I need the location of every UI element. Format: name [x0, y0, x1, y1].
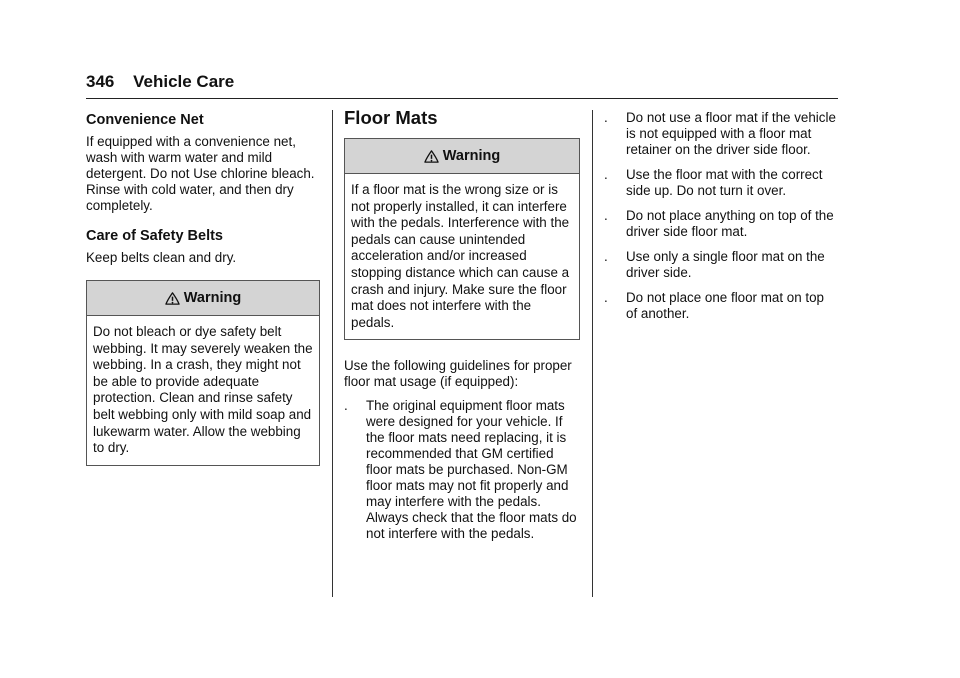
warning-title: Warning: [442, 148, 501, 164]
list-item-text: Use the floor mat with the correct side up. Do not turn it over.: [626, 167, 823, 198]
bullet-marker: .: [604, 167, 608, 182]
warning-icon: [165, 291, 180, 306]
warning-icon: [424, 149, 439, 164]
list-item: [604, 249, 838, 281]
list-item-text: Use only a single floor mat on the driver side.: [626, 249, 825, 280]
bullet-marker: .: [604, 208, 608, 223]
floor-mat-intro: Use the following guidelines for proper floor mat usage (if equipped):: [344, 358, 572, 390]
list-item-text: Do not place one floor mat on top of another.: [626, 290, 825, 321]
safety-belts-heading: Care of Safety Belts: [86, 228, 223, 244]
safety-belt-warning-box: [86, 280, 320, 466]
page-header: [86, 72, 234, 92]
bullet-marker: .: [604, 249, 608, 264]
column-divider-1: [332, 110, 333, 597]
section-title: Vehicle Care: [133, 72, 235, 91]
column-1: [86, 112, 320, 466]
header-divider: [86, 98, 838, 99]
list-item: [344, 398, 580, 542]
column-3: [604, 110, 838, 331]
list-item-text: Do not place anything on top of the driver side floor mat.: [626, 208, 834, 239]
warning-text: Do not bleach or dye safety belt webbing. It may severely weaken the webbing. In a crash, they might not be able to provide adequate protection. Clean and rinse safety belt webbing only with mild soap and lukewarm water. Allow the webbing to dry.: [93, 324, 313, 456]
bullet-marker: .: [604, 290, 608, 305]
warning-header: [345, 139, 579, 174]
floor-mats-heading: Floor Mats: [344, 107, 438, 128]
column-divider-2: [592, 110, 593, 597]
convenience-net-heading: Convenience Net: [86, 112, 204, 128]
bullet-marker: .: [344, 398, 348, 414]
bullet-marker: .: [604, 110, 608, 125]
list-item: [604, 167, 838, 199]
list-item: [604, 290, 838, 322]
list-item-text: Do not use a floor mat if the vehicle is not equipped with a floor mat retainer on the driver side floor.: [626, 110, 836, 157]
safety-belts-text: Keep belts clean and dry.: [86, 250, 237, 265]
list-item-text: The original equipment floor mats were designed for your vehicle. If the floor mats need replacing, it is recommended that GM certified floor mats be purchased. Non-GM floor mats may not fit properly and may interfere with the pedals. Always check that the floor mats do not interfere with the pedals.: [366, 398, 577, 542]
floor-mat-guidelines-list: [344, 398, 580, 542]
convenience-net-text: If equipped with a convenience net, wash with warm water and mild detergent. Do not Use chlorine bleach. Rinse with cold water, and then dry completely.: [86, 134, 315, 213]
floor-mat-warning-box: [344, 138, 580, 340]
list-item: [604, 208, 838, 240]
list-item: [604, 110, 838, 158]
warning-text: If a floor mat is the wrong size or is not properly installed, it can interfere with the pedals. Interference with the pedals can cause unintended acceleration and/or increased stopping distance which can cause a crash and injury. Make sure the floor mat does not interfere with the pedals.: [351, 182, 570, 330]
floor-mat-guidelines-list-continued: [604, 110, 838, 322]
warning-title: Warning: [183, 290, 242, 306]
warning-header: [87, 281, 319, 316]
page-number: 346: [86, 72, 115, 91]
column-2: [344, 107, 580, 551]
